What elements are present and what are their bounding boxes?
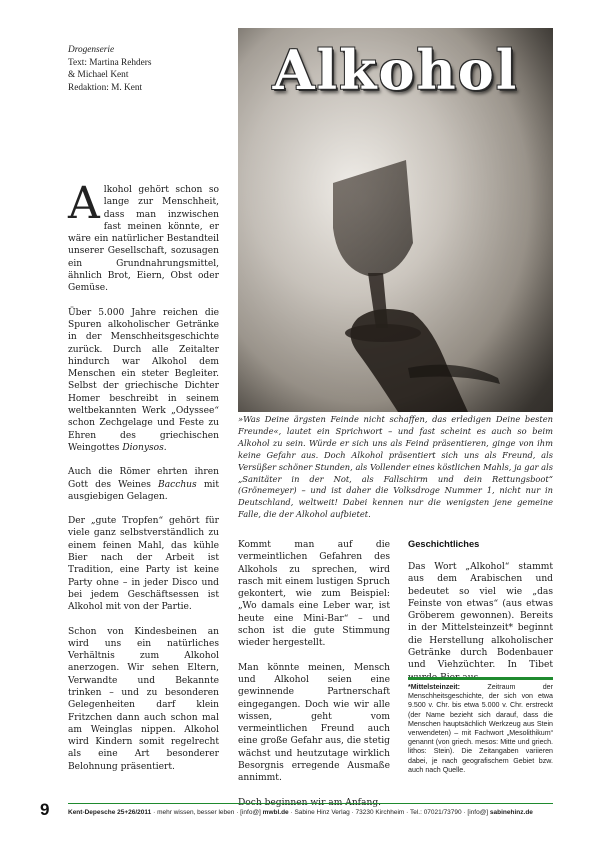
footer-divider: [68, 803, 553, 804]
article-paragraph: Der „gute Tropfen“ gehört für viele ganz selbstverständlich zu einem feinen Mahl, das kühle Bier nach der Arbeit ist Tradition, eine Party ist keine Party ohne – in jeder Disco und bei jedem Geschäftsessen ist Alkohol mit von der Partie.: [68, 516, 219, 613]
footnote-marker: *: [508, 623, 514, 634]
paragraph-text: .: [163, 442, 167, 453]
page-number: 9: [40, 800, 50, 819]
article-paragraph-intro: [68, 178, 219, 295]
image-caption: »Was Deine ärgsten Feinde nicht schaffen, das erledigen Deine besten Freunde«, lautet ein Sprichwort – und fast scheint es auch so beim Alkohol zu sein. Würde er sich uns als Feind präsentieren, ginge von ihm keine Gefahr aus. Doch Alkohol präsentiert sich uns als Freund, als Versüßer schöner Stunden, als Vollender eines köstlichen Mahls, ja gar als „Sanitäter in der Not, als Fallschirm und dein Rettungsboot“ (Grönemeyer) – und ist daher die Volksdroge Nummer 1, nicht nur in Deutschland, weltweit! Dabei kennen nur die wenigsten jene gemeine Falle, die der Alkohol aufbietet.: [238, 414, 553, 520]
article-paragraph: [408, 561, 553, 684]
footer: [68, 809, 553, 816]
drop-cap: A: [68, 178, 100, 229]
section-heading: Geschichtliches: [408, 539, 480, 549]
paragraph-text: Das Wort „Alkohol“ stammt aus dem Arabischen und bedeutet so viel wie „das Feinste von etwas“ (aus etwas Gröberem gewonnen). Bereits in der Mittelsteinzeit: [408, 562, 553, 634]
footer-brand: Kent-Depesche 25+26/2011: [68, 809, 152, 816]
footer-publisher: · Sabine Hinz Verlag · 73230 Kirchheim · Tel.: 07021/73790 · [info@]: [288, 809, 490, 816]
hero-image: [238, 28, 553, 412]
author-line-2: & Michael Kent: [68, 70, 129, 81]
footnote-divider: [408, 677, 553, 680]
article-column-1: [68, 178, 219, 773]
paragraph-text: mit ausgiebigen Gelagen.: [68, 479, 219, 502]
series-label: Drogenserie: [68, 45, 115, 55]
footnote-text: Zeitraum der Menschheitsgeschichte, der sich von etwa 9.500 v. Chr. bis etwa 5.000 v. Chr. erstreckt (der Name bezieht sich darauf, dass die Menschen hauptsächlich Werkzeug aus Stein verwendeten) – mit Fachwort „Mesolithikum“ genannt (von griech. mesos: Mitte und griech. lithos: Stein). Die Zeitangaben variieren dabei, je nach geografischem Gebiet bzw. auch nach Quelle.: [408, 683, 553, 774]
footnote: [408, 683, 553, 775]
footer-tagline: · mehr wissen, besser leben · [info@]: [151, 809, 263, 816]
credits-block: [68, 44, 228, 94]
article-paragraph: Man könnte meinen, Mensch und Alkohol seien eine gewinnende Partnerschaft eingegangen. Doch wie wir alle wissen, geht vom vermeintlichen Freund auch eine große Gefahr aus, die stetig wächst und heutzutage wirklich Besorgnis erregende Ausmaße annimmt.: [238, 662, 390, 784]
article-paragraph: [68, 307, 219, 455]
paragraph-text: lkohol gehört schon so lange zur Menschheit, dass man inzwischen fast meinen könnte, er wäre ein natürlicher Bestandteil unserer Gesellschaft, sozusagen ein Grundnahrungsmittel, ähnlich Brot, Eiern, Obst oder Gemüse.: [68, 185, 219, 294]
footer-link-sabinehinz[interactable]: sabinehinz.de: [489, 809, 533, 816]
article-paragraph: Kommt man auf die vermeintlichen Gefahren des Alkohols zu sprechen, wird rasch mit einem lustigen Spruch gekontert, wie zum Beispiel: „Wo damals eine Leber war, ist heute eine Mini-Bar“ – und schon ist die gute Stimmung wieder hergestellt.: [238, 540, 390, 649]
author-line: Text: Martina Rehders: [68, 57, 152, 68]
article-column-3: [408, 561, 553, 684]
footnote-term: *Mittelsteinzeit:: [408, 683, 461, 691]
article-column-2: [238, 539, 390, 809]
article-paragraph: [68, 466, 219, 503]
paragraph-text: Über 5.000 Jahre reichen die Spuren alkoholischer Getränke in der Menschheitsgeschichte zurück. Durch alle Zeitalter hindurch war Alkohol dem Menschen ein steter Begleiter. Selbst der griechische Dichter Homer beschreibt in seinem weltbekannten Werk „Odyssee“ schon Zechgelage und Feste zu Ehren des griechischen Weingottes: [68, 307, 219, 453]
paragraph-text: beginnt die Herstellung alkoholischer Getränke durch Bodenbauer und Viehzüchter. In Tibet: [408, 623, 553, 671]
italic-term: Bacchus: [158, 479, 197, 490]
italic-term: Dionysos: [122, 442, 164, 453]
footer-link-mwbl[interactable]: mwbl.de: [262, 809, 289, 816]
editor-line: Redaktion: M. Kent: [68, 82, 143, 93]
hero-title: Alkohol: [272, 38, 519, 102]
paragraph-text: Auch die Römer ehrten ihren Gott des Weines: [68, 467, 219, 490]
article-paragraph: Schon von Kindesbeinen an wird uns ein natürliches Verhältnis zum Alkohol anerzogen. Wir sehen Eltern, Verwandte und Bekannte trinken – und zu besonderen Gelegenheiten darf klein Fritzchen dann auch schon mal am Weinglas nippen. Alkohol wird Kindern somit regelrecht als eine Art besonderer Belohnung präsentiert.: [68, 626, 219, 772]
